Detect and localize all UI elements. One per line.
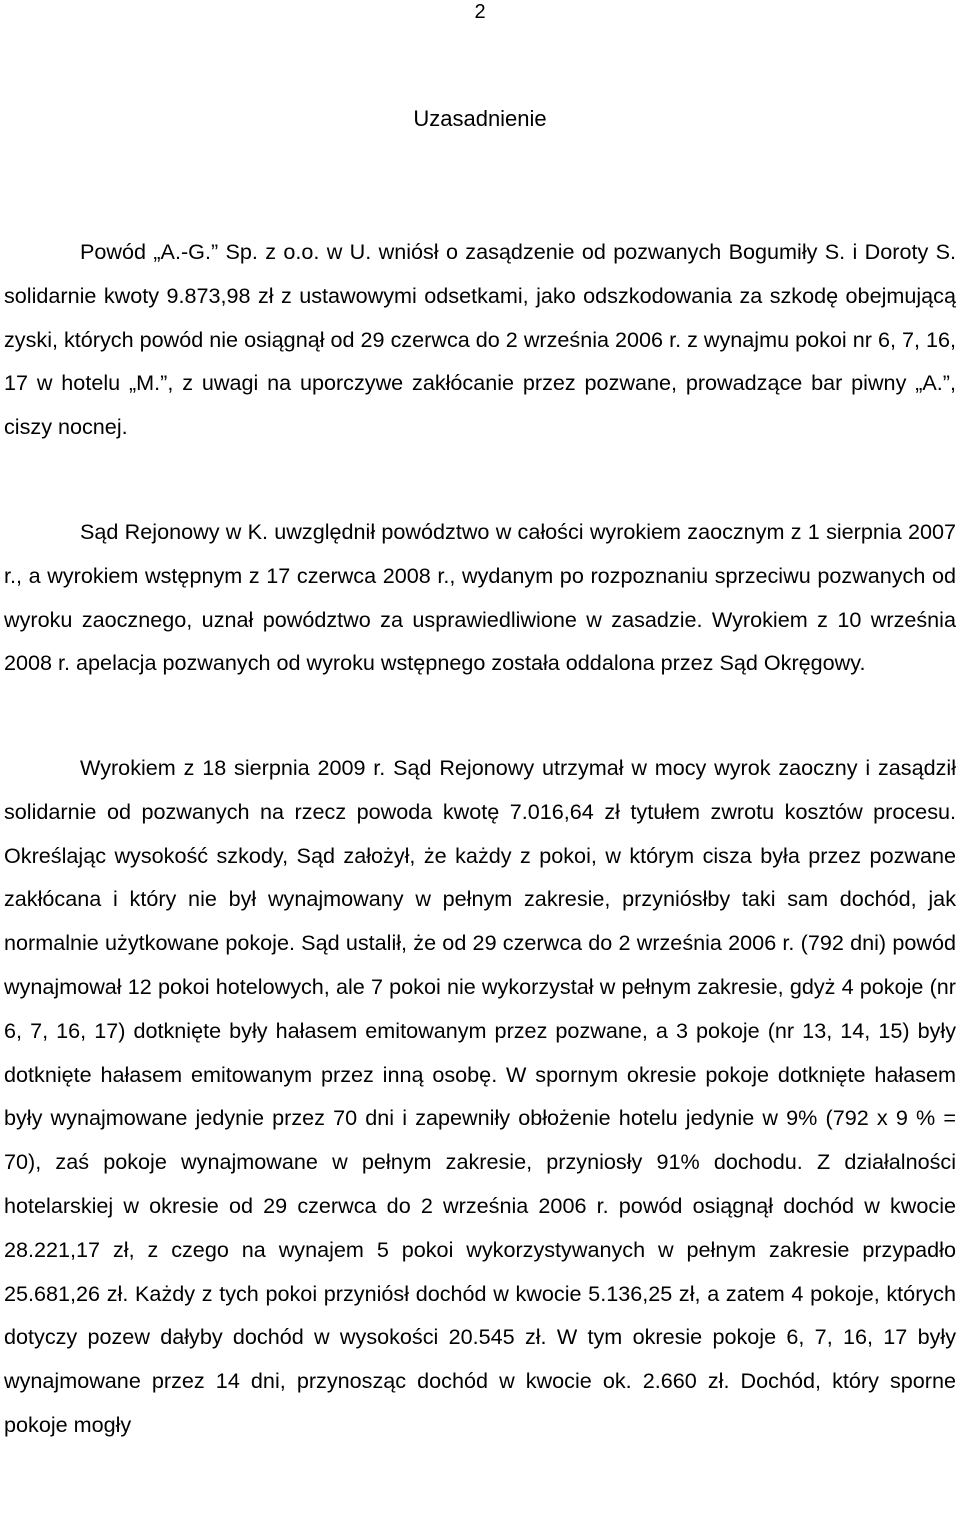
- paragraph: Wyrokiem z 18 sierpnia 2009 r. Sąd Rejonowy utrzymał w mocy wyrok zaoczny i zasądził solidarnie od pozwanych na rzecz powoda kwotę 7.016,64 zł tytułem zwrotu kosztów procesu. Określając wysokość szkody, Sąd założył, że każdy z pokoi, w którym cisza była przez pozwane zakłócana i który nie był wynajmowany w pełnym zakresie, przyniósłby taki sam dochód, jak normalnie użytkowane pokoje. Sąd ustalił, że od 29 czerwca do 2 września 2006 r. (792 dni) powód wynajmował 12 pokoi hotelowych, ale 7 pokoi nie wykorzystał w pełnym zakresie, gdyż 4 pokoje (nr 6, 7, 16, 17) dotknięte były hałasem emitowanym przez pozwane, a 3 pokoje (nr 13, 14, 15) były dotknięte hałasem emitowanym przez inną osobę. W spornym okresie pokoje dotknięte hałasem były wynajmowane jedynie przez 70 dni i zapewniły obłożenie hotelu jedynie w 9% (792 x 9 % = 70), zaś pokoje wynajmowane w pełnym zakresie, przyniosły 91% dochodu. Z działalności hotelarskiej w okresie od 29 czerwca do 2 września 2006 r. powód osiągnął dochód w kwocie 28.221,17 zł, z czego na wynajem 5 pokoi wykorzystywanych w pełnym zakresie przypadło 25.681,26 zł. Każdy z tych pokoi przyniósł dochód w kwocie 5.136,25 zł, a zatem 4 pokoje, których dotyczy pozew dałyby dochód w wysokości 20.545 zł. W tym okresie pokoje 6, 7, 16, 17 były wynajmowane przez 14 dni, przynosząc dochód w kwocie ok. 2.660 zł. Dochód, który sporne pokoje mogły: [4, 755, 956, 1437]
- paragraph-3-block: [4, 746, 956, 1447]
- paragraph: Sąd Rejonowy w K. uwzględnił powództwo w całości wyrokiem zaocznym z 1 sierpnia 2007 r., a wyrokiem wstępnym z 17 czerwca 2008 r., wydanym po rozpoznaniu sprzeciwu pozwanych od wyroku zaocznego, uznał powództwo za usprawiedliwione w zasadzie. Wyrokiem z 10 września 2008 r. apelacja pozwanych od wyroku wstępnego została oddalona przez Sąd Okręgowy.: [4, 519, 956, 676]
- paragraph: Powód „A.-G.” Sp. z o.o. w U. wniósł o zasądzenie od pozwanych Bogumiły S. i Doroty S. solidarnie kwoty 9.873,98 zł z ustawowymi odsetkami, jako odszkodowania za szkodę obejmującą zyski, których powód nie osiągnął od 29 czerwca do 2 września 2006 r. z wynajmu pokoi nr 6, 7, 16, 17 w hotelu „M.”, z uwagi na uporczywe zakłócanie przez pozwane, prowadzące bar piwny „A.”, ciszy nocnej.: [4, 239, 956, 440]
- page-number: 2: [474, 1, 486, 23]
- paragraph-1-block: [4, 230, 956, 449]
- paragraph-2-block: [4, 510, 956, 685]
- document-title: Uzasadnienie: [413, 106, 547, 131]
